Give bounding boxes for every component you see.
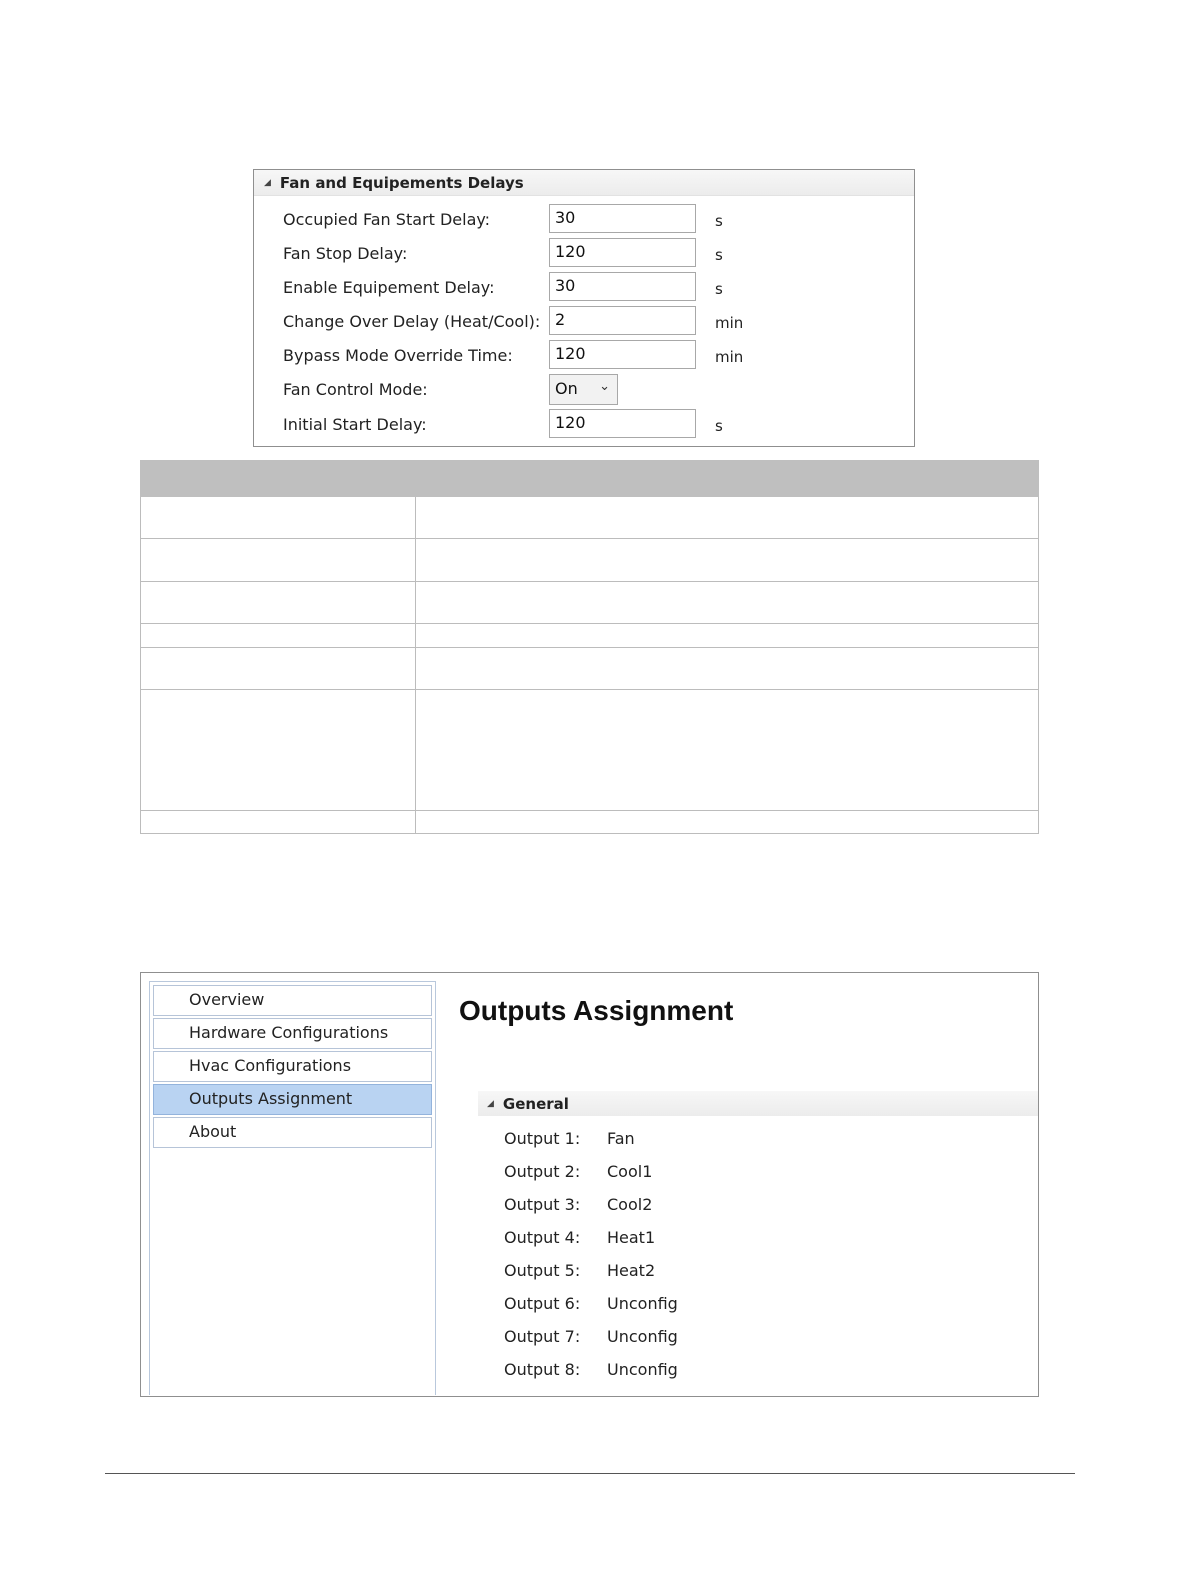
output-label: Output 6: bbox=[504, 1294, 581, 1313]
table-row bbox=[141, 539, 1039, 582]
table-cell bbox=[141, 648, 416, 690]
fan-control-mode-label: Fan Control Mode: bbox=[283, 380, 428, 399]
table-row bbox=[141, 811, 1039, 834]
table-cell bbox=[416, 624, 1039, 648]
fan-stop-delay-unit: s bbox=[715, 246, 723, 264]
output-label: Output 3: bbox=[504, 1195, 581, 1214]
fan-control-mode-row bbox=[254, 374, 914, 404]
output-label: Output 7: bbox=[504, 1327, 581, 1346]
output-value: Heat1 bbox=[607, 1228, 656, 1247]
fan-delays-section-header[interactable] bbox=[254, 170, 914, 196]
output-value: Unconfig bbox=[607, 1294, 678, 1313]
table-cell bbox=[141, 624, 416, 648]
output-label: Output 8: bbox=[504, 1360, 581, 1379]
initial-start-delay-row bbox=[254, 409, 914, 439]
description-table bbox=[140, 460, 1039, 834]
table-cell bbox=[141, 811, 416, 834]
change-over-delay-unit: min bbox=[715, 314, 744, 332]
outputs-assignment-window bbox=[140, 972, 1039, 1397]
navigation-pane bbox=[149, 981, 436, 1395]
nav-item-about[interactable]: About bbox=[153, 1117, 432, 1148]
output-value: Unconfig bbox=[607, 1327, 678, 1346]
occupied-fan-start-delay-input[interactable]: 30 bbox=[549, 204, 696, 233]
table-cell bbox=[141, 497, 416, 539]
bypass-mode-override-input[interactable]: 120 bbox=[549, 340, 696, 369]
table-cell bbox=[141, 690, 416, 811]
general-section-title: General bbox=[502, 1094, 569, 1113]
table-cell bbox=[416, 690, 1039, 811]
fan-control-mode-value: On bbox=[555, 379, 578, 398]
footer-divider bbox=[105, 1473, 1075, 1474]
output-value: Unconfig bbox=[607, 1360, 678, 1379]
output-value: Fan bbox=[607, 1129, 635, 1148]
general-section-header[interactable] bbox=[478, 1091, 1038, 1116]
fan-control-mode-select[interactable] bbox=[549, 374, 618, 405]
table-cell bbox=[416, 811, 1039, 834]
initial-start-delay-input[interactable]: 120 bbox=[549, 409, 696, 438]
page-title: Outputs Assignment bbox=[459, 995, 734, 1026]
output-value: Cool1 bbox=[607, 1162, 653, 1181]
output-label: Output 5: bbox=[504, 1261, 581, 1280]
fan-stop-delay-input[interactable]: 120 bbox=[549, 238, 696, 267]
table-cell bbox=[416, 497, 1039, 539]
output-value: Heat2 bbox=[607, 1261, 656, 1280]
enable-equipement-delay-row bbox=[254, 272, 914, 302]
occupied-fan-start-delay-unit: s bbox=[715, 212, 723, 230]
nav-item-overview[interactable]: Overview bbox=[153, 985, 432, 1016]
occupied-fan-start-delay-label: Occupied Fan Start Delay: bbox=[283, 210, 491, 229]
enable-equipement-delay-label: Enable Equipement Delay: bbox=[283, 278, 495, 297]
enable-equipement-delay-input[interactable]: 30 bbox=[549, 272, 696, 301]
output-label: Output 2: bbox=[504, 1162, 581, 1181]
table-header-row bbox=[141, 461, 1039, 497]
occupied-fan-start-delay-row bbox=[254, 204, 914, 234]
table-row bbox=[141, 497, 1039, 539]
table-cell bbox=[416, 539, 1039, 582]
bypass-mode-override-label: Bypass Mode Override Time: bbox=[283, 346, 513, 365]
change-over-delay-row bbox=[254, 306, 914, 336]
bypass-mode-override-unit: min bbox=[715, 348, 744, 366]
enable-equipement-delay-unit: s bbox=[715, 280, 723, 298]
collapse-triangle-icon[interactable]: ◢ bbox=[264, 177, 271, 188]
table-cell bbox=[416, 648, 1039, 690]
table-row bbox=[141, 690, 1039, 811]
table-row bbox=[141, 648, 1039, 690]
nav-item-outputs-assignment[interactable]: Outputs Assignment bbox=[153, 1084, 432, 1115]
output-label: Output 1: bbox=[504, 1129, 581, 1148]
fan-stop-delay-row bbox=[254, 238, 914, 268]
table-header-cell bbox=[141, 461, 1039, 497]
nav-item-hardware-configurations[interactable]: Hardware Configurations bbox=[153, 1018, 432, 1049]
change-over-delay-input[interactable]: 2 bbox=[549, 306, 696, 335]
table-cell bbox=[416, 582, 1039, 624]
fan-delays-panel bbox=[253, 169, 915, 447]
initial-start-delay-unit: s bbox=[715, 417, 723, 435]
collapse-triangle-icon[interactable]: ◢ bbox=[487, 1098, 494, 1109]
bypass-mode-override-row bbox=[254, 340, 914, 370]
change-over-delay-label: Change Over Delay (Heat/Cool): bbox=[283, 312, 541, 331]
output-label: Output 4: bbox=[504, 1228, 581, 1247]
output-value: Cool2 bbox=[607, 1195, 653, 1214]
fan-stop-delay-label: Fan Stop Delay: bbox=[283, 244, 408, 263]
nav-item-hvac-configurations[interactable]: Hvac Configurations bbox=[153, 1051, 432, 1082]
chevron-down-icon[interactable]: ⌄ bbox=[599, 379, 610, 394]
table-cell bbox=[141, 539, 416, 582]
table-cell bbox=[141, 582, 416, 624]
table-row bbox=[141, 624, 1039, 648]
table-row bbox=[141, 582, 1039, 624]
fan-delays-section-title: Fan and Equipements Delays bbox=[279, 173, 524, 192]
initial-start-delay-label: Initial Start Delay: bbox=[283, 415, 427, 434]
